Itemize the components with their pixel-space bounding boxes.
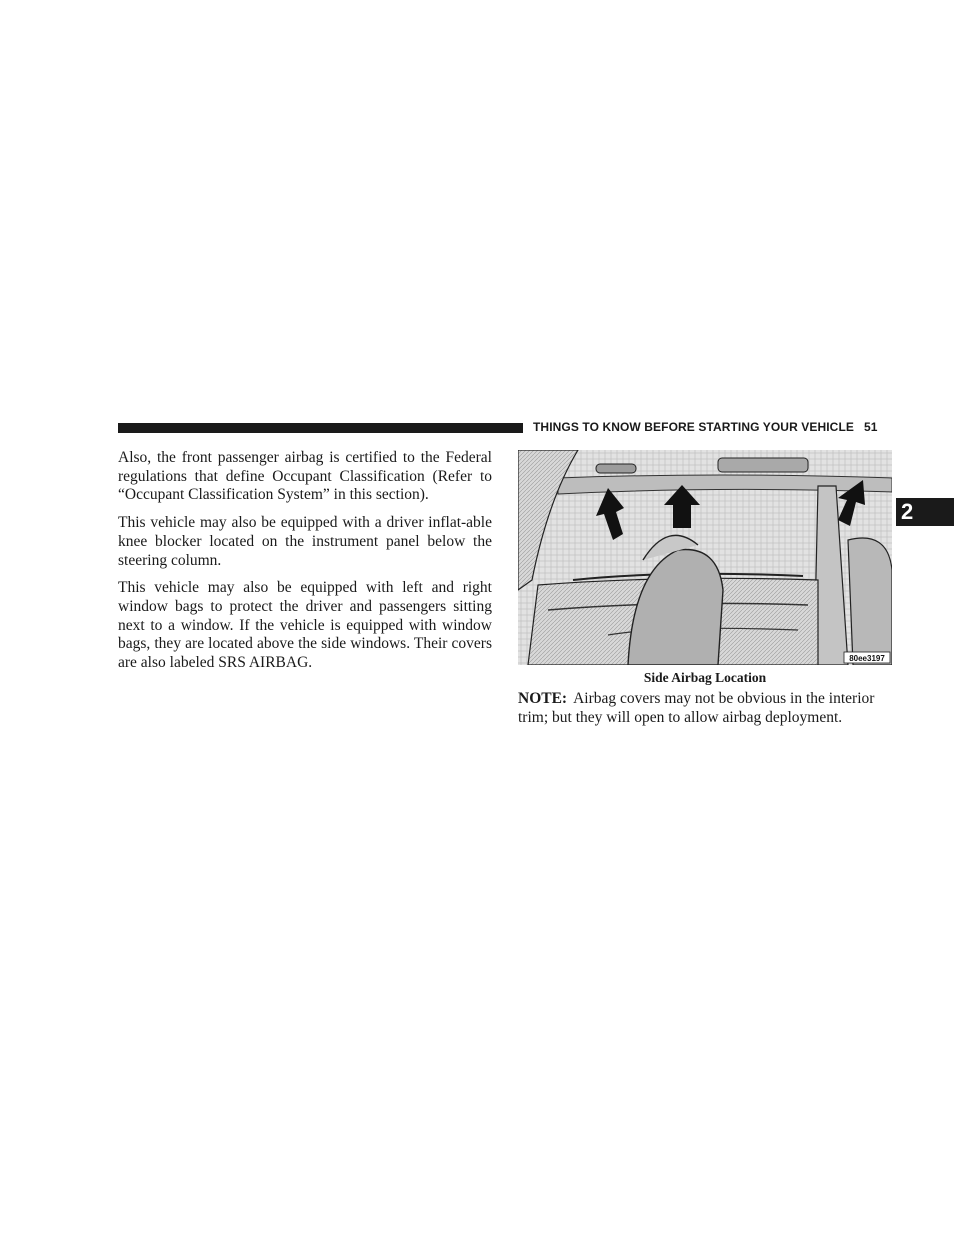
header-rule (118, 423, 523, 433)
note (518, 690, 892, 727)
side-airbag-illustration (518, 450, 892, 665)
paragraph-3: This vehicle may also be equipped with left and right window bags to protect the driver and passengers sitting next to a window. If the vehicle is equipped with window bags, they are located above the side windows. Their covers are also labeled SRS AIRBAG. (118, 579, 492, 672)
note-text: Airbag covers may not be obvious in the interior trim; but they will open to allow airbag deployment. (518, 690, 875, 726)
left-column (118, 449, 492, 682)
running-header (533, 420, 893, 434)
header-title: THINGS TO KNOW BEFORE STARTING YOUR VEHICLE (533, 420, 854, 434)
note-label: NOTE: (518, 690, 568, 707)
paragraph-2: This vehicle may also be equipped with a driver inflat-able knee blocker located on the instrument panel below the steering column. (118, 514, 492, 569)
image-code: 80ee3197 (849, 654, 885, 663)
chapter-tab: 2 (896, 498, 954, 526)
page-number: 51 (863, 420, 878, 434)
figure-caption: Side Airbag Location (643, 670, 767, 685)
vehicle-interior-drawing (518, 450, 892, 665)
paragraph-1: Also, the front passenger airbag is certified to the Federal regulations that define Occupant Classification (Refer to “Occupant Classification System” in this section). (118, 449, 492, 504)
